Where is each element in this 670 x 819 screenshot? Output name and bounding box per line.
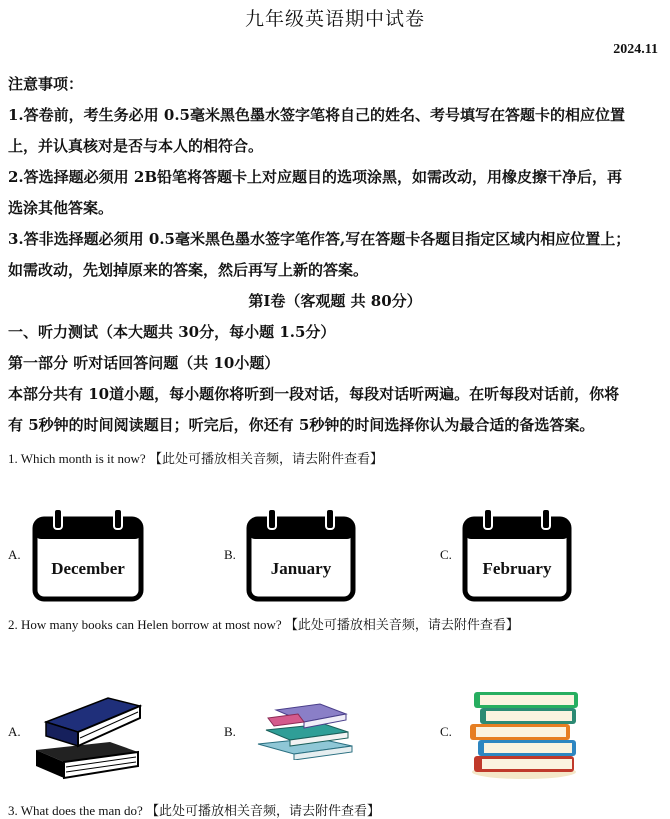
instruction-line: 本部分共有 10道小题，每小题你将听到一段对话，每段对话听两遍。在听每段对话前，你将: [8, 385, 620, 403]
question-2-text: 2. How many books can Helen borrow at most now? 【此处可播放相关音频，请去附件查看】: [8, 617, 519, 632]
exam-date: 2024.11: [613, 42, 658, 57]
option-label: C.: [440, 724, 452, 739]
notice-line: 选涂其他答案。: [8, 199, 114, 217]
calendar-icon: [246, 507, 356, 606]
notice-line: 2.答选择题必须用 2B铅笔将答题卡上对应题目的选项涂黑，如需改动，用橡皮擦干净后，再: [8, 168, 623, 186]
option-label: B.: [224, 547, 236, 562]
option-label: B.: [224, 724, 236, 739]
calendar-caption: December: [51, 559, 125, 578]
three-books-icon: [254, 700, 359, 764]
volume-heading: 第Ⅰ卷（客观题 共 80分）: [248, 292, 422, 310]
notice-line: 3.答非选择题必须用 0.5毫米黑色墨水签字笔作答,写在答题卡各题目指定区域内相应位置上；: [8, 230, 631, 248]
part-heading: 一、听力测试（本大题共 30分，每小题 1.5分）: [8, 323, 336, 341]
option-label: A.: [8, 724, 21, 739]
calendar-caption: February: [482, 559, 552, 578]
question-1-text: 1. Which month is it now? 【此处可播放相关音频，请去附件查看】: [8, 451, 383, 466]
calendar-caption: January: [270, 559, 332, 578]
book-stack-icon: [464, 684, 586, 784]
calendar-icon: [32, 507, 144, 606]
calendar-icon: [462, 507, 572, 606]
instruction-line: 有 5秒钟的时间阅读题目；听完后，你还有 5秒钟的时间选择你认为最合适的备选答案。: [8, 416, 595, 434]
notice-line: 上，并认真核对是否与本人的相符合。: [8, 137, 264, 155]
page-title: 九年级英语期中试卷: [244, 8, 425, 30]
notice-line: 1.答卷前，考生务必用 0.5毫米黑色墨水签字笔将自己的姓名、考号填写在答题卡的相应位置: [8, 106, 625, 124]
notice-line: 如需改动，先划掉原来的答案，然后再写上新的答案。: [8, 261, 369, 279]
two-books-icon: [30, 692, 145, 786]
notice-heading: 注意事项：: [8, 75, 84, 93]
option-label: C.: [440, 547, 452, 562]
option-label: A.: [8, 547, 21, 562]
question-3-text: 3. What does the man do? 【此处可播放相关音频，请去附件查看】: [8, 803, 381, 818]
subpart-heading: 第一部分 听对话回答问题（共 10小题）: [8, 354, 280, 372]
